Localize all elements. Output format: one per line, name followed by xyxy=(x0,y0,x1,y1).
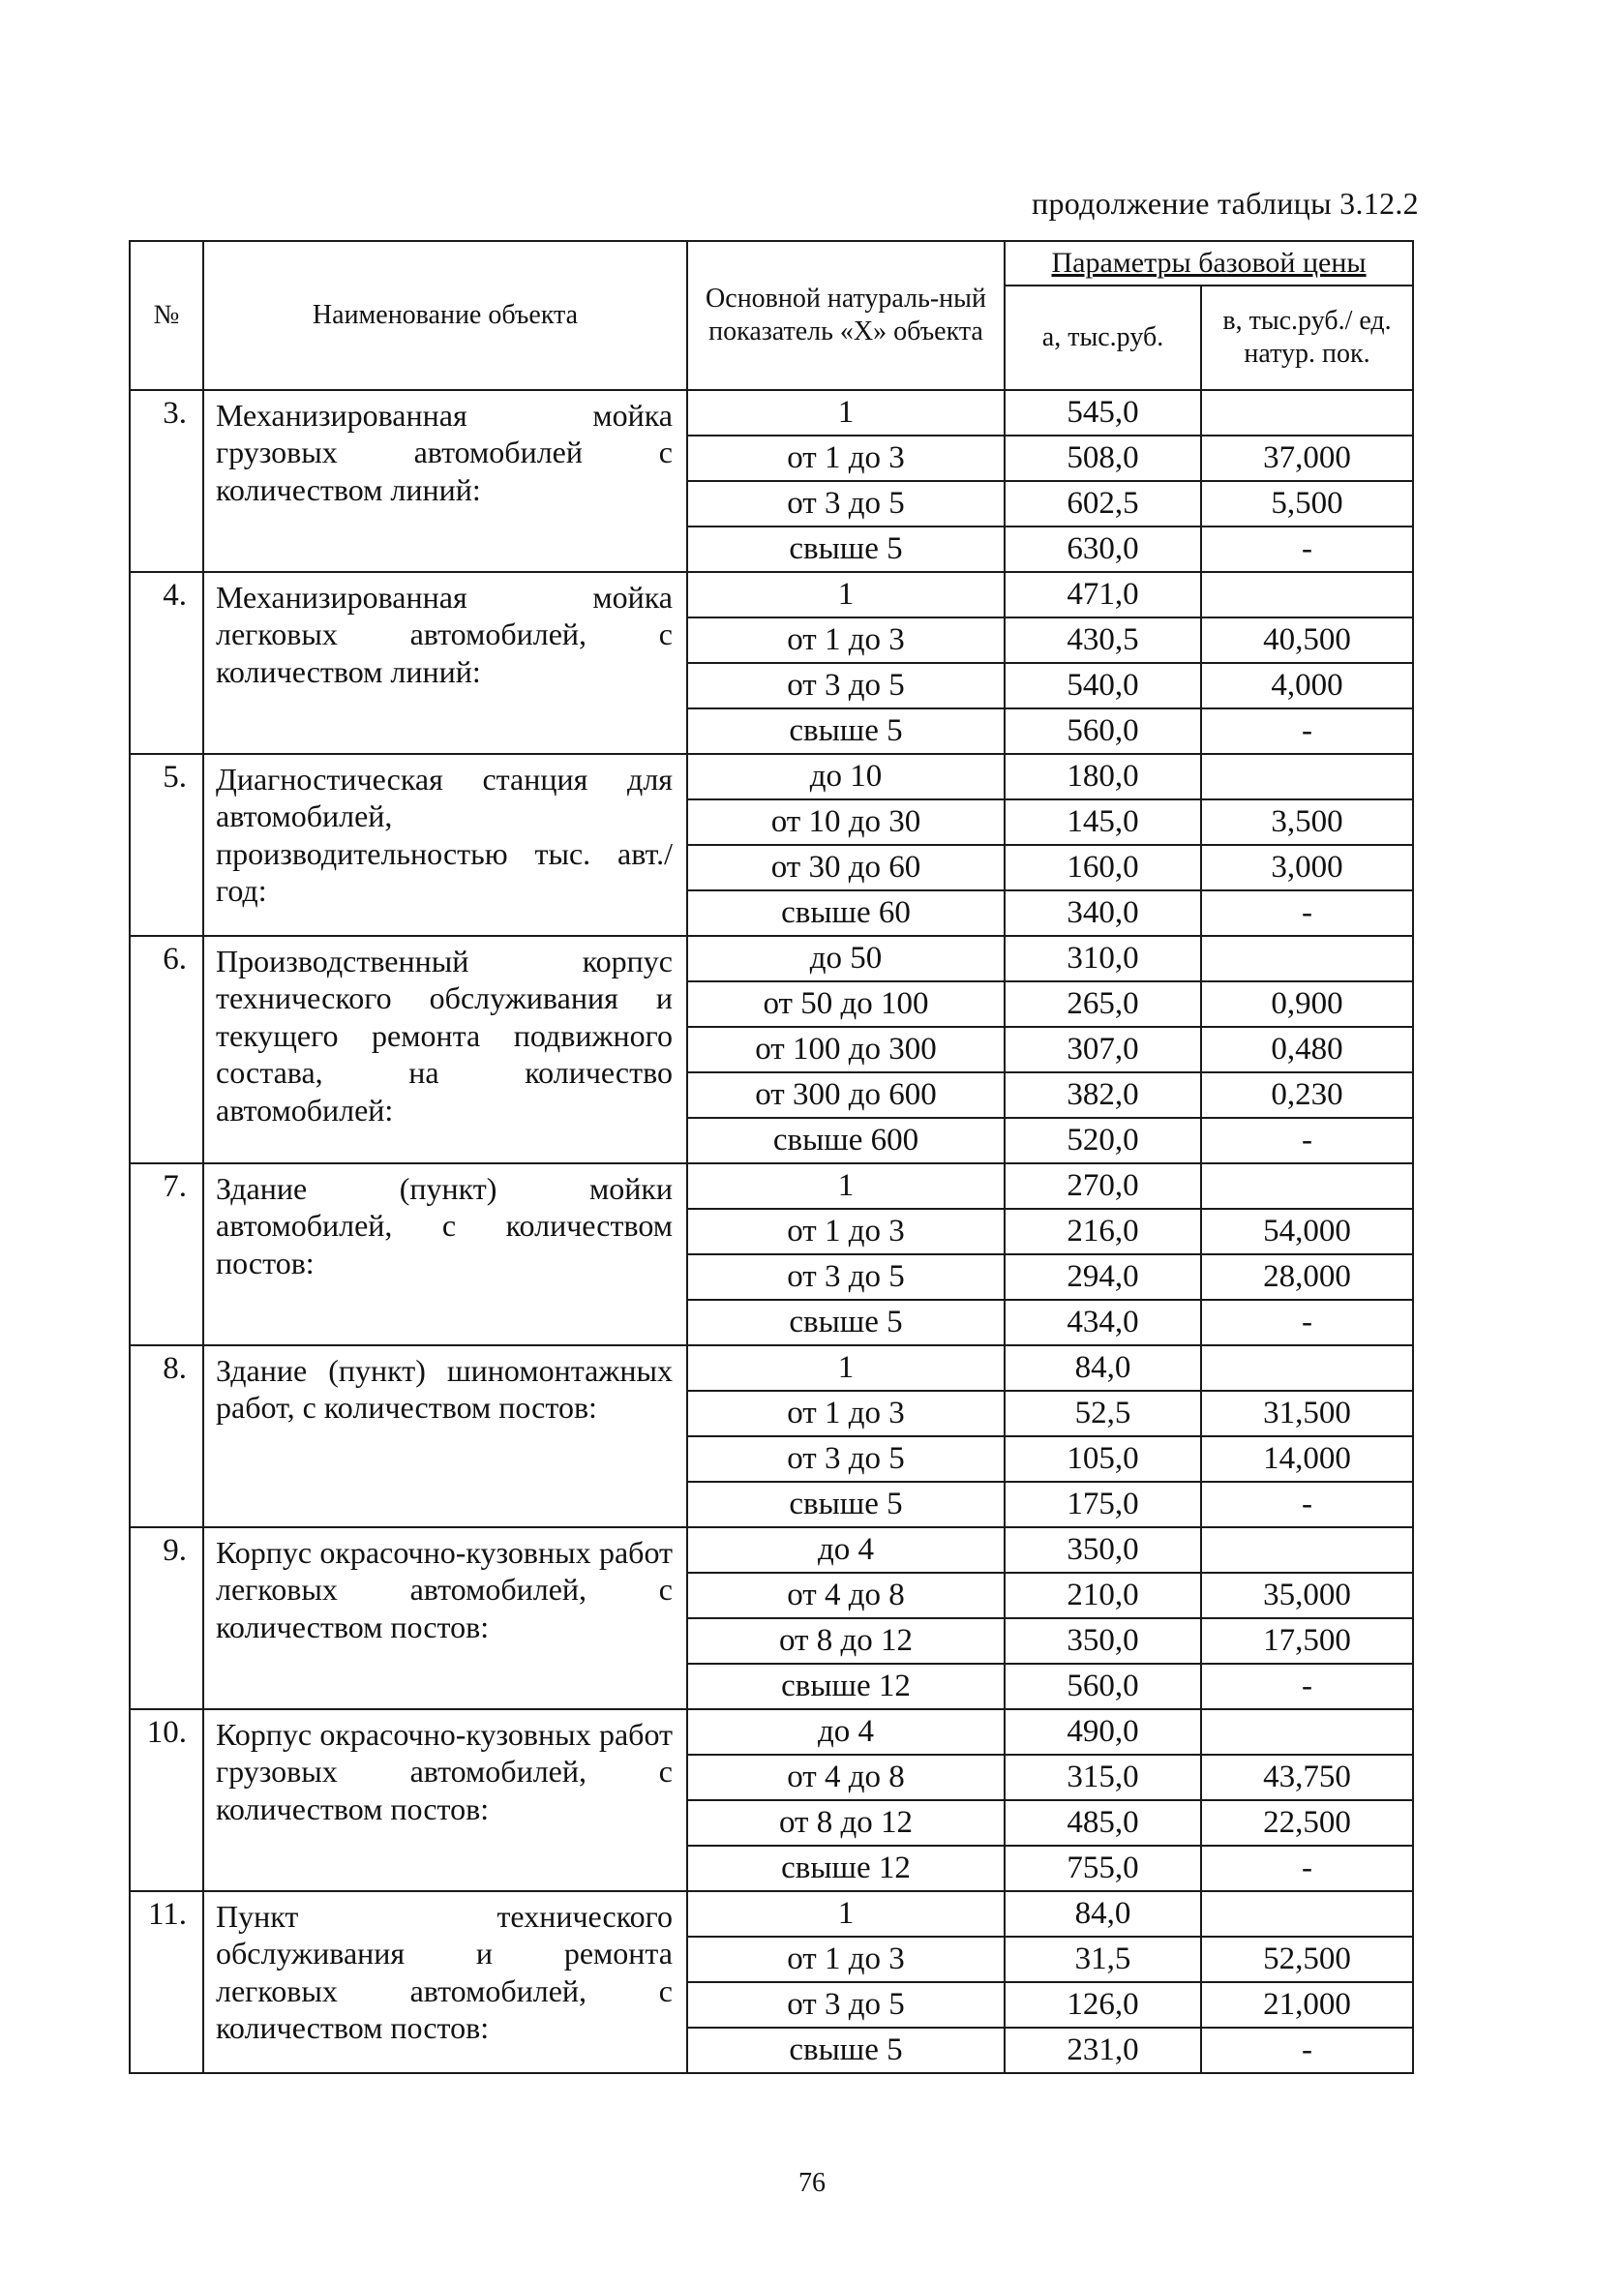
price-a-cell: 31,5 xyxy=(1005,1937,1201,1982)
price-a-cell: 340,0 xyxy=(1005,890,1201,936)
price-b-cell: 5,500 xyxy=(1201,481,1413,527)
price-b-cell: - xyxy=(1201,1300,1413,1345)
indicator-cell: до 50 xyxy=(687,936,1005,981)
price-b-cell: 21,000 xyxy=(1201,1982,1413,2028)
object-name: Корпус окрасочно-кузовных работ грузовых автомобилей, с количеством постов: xyxy=(203,1709,687,1891)
header-col-a: а, тыс.руб. xyxy=(1005,286,1201,390)
indicator-cell: от 3 до 5 xyxy=(687,1982,1005,2028)
price-b-cell: 40,500 xyxy=(1201,617,1413,663)
price-b-cell xyxy=(1201,1709,1413,1755)
indicator-cell: до 10 xyxy=(687,754,1005,799)
indicator-cell: от 8 до 12 xyxy=(687,1618,1005,1664)
indicator-cell: свыше 5 xyxy=(687,527,1005,572)
indicator-cell: от 4 до 8 xyxy=(687,1755,1005,1800)
indicator-cell: от 100 до 300 xyxy=(687,1027,1005,1072)
header-num: № xyxy=(130,241,203,390)
price-table xyxy=(129,240,1414,2074)
table-row xyxy=(130,390,1413,436)
indicator-cell: от 3 до 5 xyxy=(687,1254,1005,1300)
price-a-cell: 52,5 xyxy=(1005,1391,1201,1436)
price-b-cell: 43,750 xyxy=(1201,1755,1413,1800)
indicator-cell: от 1 до 3 xyxy=(687,1209,1005,1254)
indicator-cell: свыше 600 xyxy=(687,1118,1005,1163)
price-b-cell: 22,500 xyxy=(1201,1800,1413,1846)
price-b-cell: 3,500 xyxy=(1201,799,1413,845)
indicator-cell: от 1 до 3 xyxy=(687,1391,1005,1436)
price-a-cell: 540,0 xyxy=(1005,663,1201,708)
price-a-cell: 175,0 xyxy=(1005,1482,1201,1527)
object-name: Механизированная мойка грузовых автомобилей с количеством линий: xyxy=(203,390,687,572)
price-b-cell xyxy=(1201,754,1413,799)
price-a-cell: 105,0 xyxy=(1005,1436,1201,1482)
price-a-cell: 216,0 xyxy=(1005,1209,1201,1254)
indicator-cell: свыше 12 xyxy=(687,1664,1005,1709)
price-b-cell xyxy=(1201,390,1413,436)
object-name: Здание (пункт) мойки автомобилей, с количеством постов: xyxy=(203,1163,687,1345)
header-params: Параметры базовой цены xyxy=(1005,241,1413,286)
price-b-cell: - xyxy=(1201,2028,1413,2073)
table-caption: продолжение таблицы 3.12.2 xyxy=(1032,186,1419,221)
object-name: Механизированная мойка легковых автомобилей, с количеством линий: xyxy=(203,572,687,754)
price-a-cell: 231,0 xyxy=(1005,2028,1201,2073)
price-b-cell xyxy=(1201,936,1413,981)
indicator-cell: от 4 до 8 xyxy=(687,1573,1005,1618)
table-row xyxy=(130,1345,1413,1391)
indicator-cell: до 4 xyxy=(687,1527,1005,1573)
price-b-cell: - xyxy=(1201,1664,1413,1709)
price-a-cell: 520,0 xyxy=(1005,1118,1201,1163)
table-row xyxy=(130,1163,1413,1209)
indicator-cell: от 300 до 600 xyxy=(687,1072,1005,1118)
table-row xyxy=(130,572,1413,617)
price-b-cell: 4,000 xyxy=(1201,663,1413,708)
price-b-cell xyxy=(1201,1527,1413,1573)
price-a-cell: 490,0 xyxy=(1005,1709,1201,1755)
price-a-cell: 180,0 xyxy=(1005,754,1201,799)
indicator-cell: от 1 до 3 xyxy=(687,1937,1005,1982)
price-a-cell: 84,0 xyxy=(1005,1345,1201,1391)
indicator-cell: 1 xyxy=(687,572,1005,617)
object-name: Пункт технического обслуживания и ремонта легковых автомобилей, с количеством постов: xyxy=(203,1891,687,2073)
price-b-cell: 52,500 xyxy=(1201,1937,1413,1982)
indicator-cell: от 30 до 60 xyxy=(687,845,1005,890)
price-a-cell: 270,0 xyxy=(1005,1163,1201,1209)
row-number: 3. xyxy=(130,390,203,572)
indicator-cell: 1 xyxy=(687,1163,1005,1209)
price-b-cell: 17,500 xyxy=(1201,1618,1413,1664)
price-a-cell: 485,0 xyxy=(1005,1800,1201,1846)
price-b-cell: 35,000 xyxy=(1201,1573,1413,1618)
price-a-cell: 294,0 xyxy=(1005,1254,1201,1300)
row-number: 9. xyxy=(130,1527,203,1709)
indicator-cell: 1 xyxy=(687,1891,1005,1937)
indicator-cell: свыше 5 xyxy=(687,2028,1005,2073)
price-b-cell xyxy=(1201,1345,1413,1391)
indicator-cell: свыше 5 xyxy=(687,1482,1005,1527)
row-number: 6. xyxy=(130,936,203,1163)
price-a-cell: 145,0 xyxy=(1005,799,1201,845)
price-a-cell: 350,0 xyxy=(1005,1618,1201,1664)
price-b-cell xyxy=(1201,1163,1413,1209)
price-b-cell: 14,000 xyxy=(1201,1436,1413,1482)
object-name: Производственный корпус технического обслуживания и текущего ремонта подвижного состава, на количество автомобилей: xyxy=(203,936,687,1163)
indicator-cell: свыше 5 xyxy=(687,708,1005,754)
price-b-cell: 54,000 xyxy=(1201,1209,1413,1254)
row-number: 7. xyxy=(130,1163,203,1345)
price-a-cell: 382,0 xyxy=(1005,1072,1201,1118)
price-b-cell: 31,500 xyxy=(1201,1391,1413,1436)
object-name: Здание (пункт) шиномонтажных работ, с количеством постов: xyxy=(203,1345,687,1527)
price-a-cell: 560,0 xyxy=(1005,708,1201,754)
price-a-cell: 315,0 xyxy=(1005,1755,1201,1800)
table-row xyxy=(130,1891,1413,1937)
page-number: 76 xyxy=(798,2168,826,2198)
row-number: 10. xyxy=(130,1709,203,1891)
price-b-cell: 0,480 xyxy=(1201,1027,1413,1072)
indicator-cell: до 4 xyxy=(687,1709,1005,1755)
indicator-cell: от 8 до 12 xyxy=(687,1800,1005,1846)
table-header xyxy=(130,241,1413,390)
price-a-cell: 310,0 xyxy=(1005,936,1201,981)
price-a-cell: 307,0 xyxy=(1005,1027,1201,1072)
price-a-cell: 545,0 xyxy=(1005,390,1201,436)
indicator-cell: свыше 12 xyxy=(687,1846,1005,1891)
price-a-cell: 126,0 xyxy=(1005,1982,1201,2028)
table-row xyxy=(130,1709,1413,1755)
indicator-cell: 1 xyxy=(687,1345,1005,1391)
price-b-cell: - xyxy=(1201,890,1413,936)
price-b-cell: - xyxy=(1201,1846,1413,1891)
price-a-cell: 471,0 xyxy=(1005,572,1201,617)
header-indicator: Основной натураль-ный показатель «Х» объекта xyxy=(687,241,1005,390)
indicator-cell: от 3 до 5 xyxy=(687,1436,1005,1482)
price-a-cell: 84,0 xyxy=(1005,1891,1201,1937)
price-b-cell xyxy=(1201,1891,1413,1937)
price-a-cell: 430,5 xyxy=(1005,617,1201,663)
row-number: 4. xyxy=(130,572,203,754)
price-b-cell: 0,230 xyxy=(1201,1072,1413,1118)
indicator-cell: свыше 5 xyxy=(687,1300,1005,1345)
row-number: 5. xyxy=(130,754,203,936)
price-b-cell: 0,900 xyxy=(1201,981,1413,1027)
price-b-cell xyxy=(1201,572,1413,617)
indicator-cell: 1 xyxy=(687,390,1005,436)
price-a-cell: 755,0 xyxy=(1005,1846,1201,1891)
indicator-cell: от 3 до 5 xyxy=(687,663,1005,708)
indicator-cell: от 1 до 3 xyxy=(687,617,1005,663)
price-a-cell: 434,0 xyxy=(1005,1300,1201,1345)
price-b-cell: 28,000 xyxy=(1201,1254,1413,1300)
indicator-cell: от 1 до 3 xyxy=(687,436,1005,481)
price-b-cell: - xyxy=(1201,527,1413,572)
price-a-cell: 508,0 xyxy=(1005,436,1201,481)
indicator-cell: свыше 60 xyxy=(687,890,1005,936)
table-row xyxy=(130,754,1413,799)
price-a-cell: 160,0 xyxy=(1005,845,1201,890)
indicator-cell: от 10 до 30 xyxy=(687,799,1005,845)
indicator-cell: от 50 до 100 xyxy=(687,981,1005,1027)
price-a-cell: 265,0 xyxy=(1005,981,1201,1027)
object-name: Диагностическая станция для автомобилей, производительностью тыс. авт./ год: xyxy=(203,754,687,936)
price-a-cell: 560,0 xyxy=(1005,1664,1201,1709)
price-a-cell: 602,5 xyxy=(1005,481,1201,527)
price-b-cell: 3,000 xyxy=(1201,845,1413,890)
price-a-cell: 210,0 xyxy=(1005,1573,1201,1618)
row-number: 8. xyxy=(130,1345,203,1527)
row-number: 11. xyxy=(130,1891,203,2073)
table-row xyxy=(130,936,1413,981)
price-b-cell: 37,000 xyxy=(1201,436,1413,481)
header-name: Наименование объекта xyxy=(203,241,687,390)
price-a-cell: 350,0 xyxy=(1005,1527,1201,1573)
price-a-cell: 630,0 xyxy=(1005,527,1201,572)
price-b-cell: - xyxy=(1201,1118,1413,1163)
price-b-cell: - xyxy=(1201,708,1413,754)
indicator-cell: от 3 до 5 xyxy=(687,481,1005,527)
object-name: Корпус окрасочно-кузовных работ легковых автомобилей, с количеством постов: xyxy=(203,1527,687,1709)
price-b-cell: - xyxy=(1201,1482,1413,1527)
table-row xyxy=(130,1527,1413,1573)
table-body xyxy=(130,390,1413,2073)
header-col-b: в, тыс.руб./ ед. натур. пок. xyxy=(1201,286,1413,390)
